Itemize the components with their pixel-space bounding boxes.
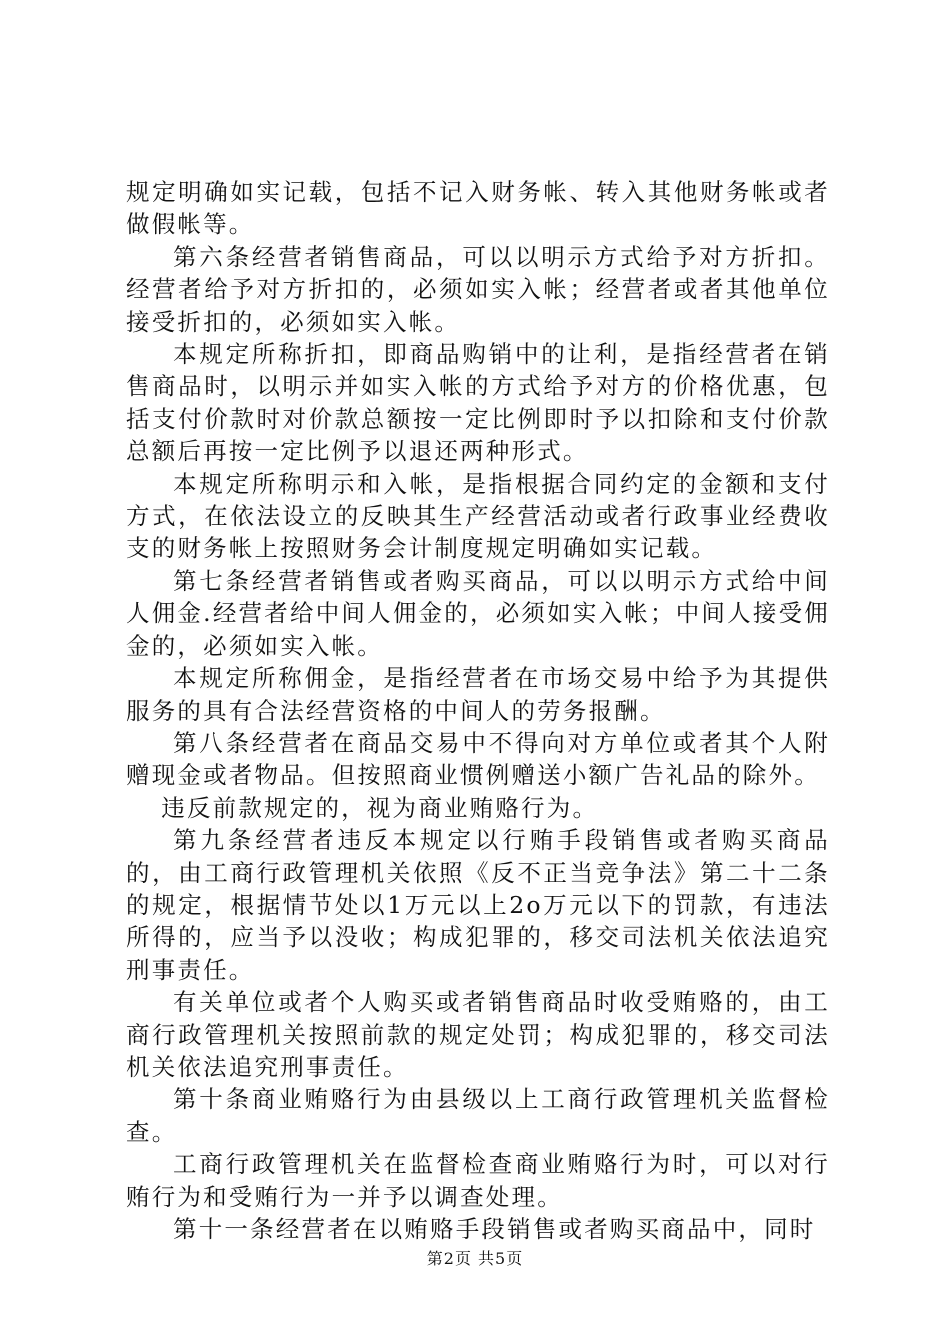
paragraph: 违反前款规定的，视为商业贿赂行为。 [161, 793, 599, 822]
paragraph: 有关单位或者个人购买或者销售商品时收受贿赂的，由工商行政管理机关按照前款的规定处罚；构成犯罪的，移交司法机关依法追究刑事责任。 [126, 988, 830, 1081]
document-body [126, 176, 830, 1245]
paragraph: 第八条经营者在商品交易中不得向对方单位或者其个人附赠现金或者物品。但按照商业惯例赠送小额广告礼品的除外。 [126, 728, 830, 790]
paragraph: 工商行政管理机关在监督检查商业贿赂行为时，可以对行贿行为和受贿行为一并予以调查处理。 [126, 1150, 830, 1211]
paragraph: 第九条经营者违反本规定以行贿手段销售或者购买商品的，由工商行政管理机关依照《反不正当竞争法》第二十二条的规定，根据情节处以1万元以上2o万元以下的罚款，有违法所得的，应当予以没收；构成犯罪的，移交司法机关依法追究刑事责任。 [126, 826, 830, 984]
paragraph: 规定明确如实记载，包括不记入财务帐、转入其他财务帐或者做假帐等。 [126, 178, 830, 239]
paragraph: 第十条商业贿赂行为由县级以上工商行政管理机关监督检查。 [126, 1085, 830, 1146]
paragraph: 本规定所称佣金，是指经营者在市场交易中给予为其提供服务的具有合法经营资格的中间人的劳务报酬。 [126, 664, 830, 725]
paragraph: 本规定所称折扣，即商品购销中的让利，是指经营者在销售商品时，以明示并如实入帐的方式给予对方的价格优惠，包括支付价款时对价款总额按一定比例即时予以扣除和支付价款总额后再按一定比例予以退还两种形式。 [126, 340, 830, 466]
paragraph: 本规定所称明示和入帐，是指根据合同约定的金额和支付方式，在依法设立的反映其生产经营活动或者行政事业经费收支的财务帐上按照财务会计制度规定明确如实记载。 [126, 469, 830, 563]
page-footer: 第2页 共5页 [426, 1249, 524, 1268]
paragraph: 第七条经营者销售或者购买商品，可以以明示方式给中间人佣金.经营者给中间人佣金的，必须如实入帐；中间人接受佣金的，必须如实入帐。 [126, 566, 830, 660]
paragraph: 第十一条经营者在以贿赂手段销售或者购买商品中，同时 [173, 1215, 816, 1243]
paragraph: 第六条经营者销售商品，可以以明示方式给予对方折扣。经营者给予对方折扣的，必须如实入帐；经营者或者其他单位接受折扣的，必须如实入帐。 [126, 242, 830, 336]
